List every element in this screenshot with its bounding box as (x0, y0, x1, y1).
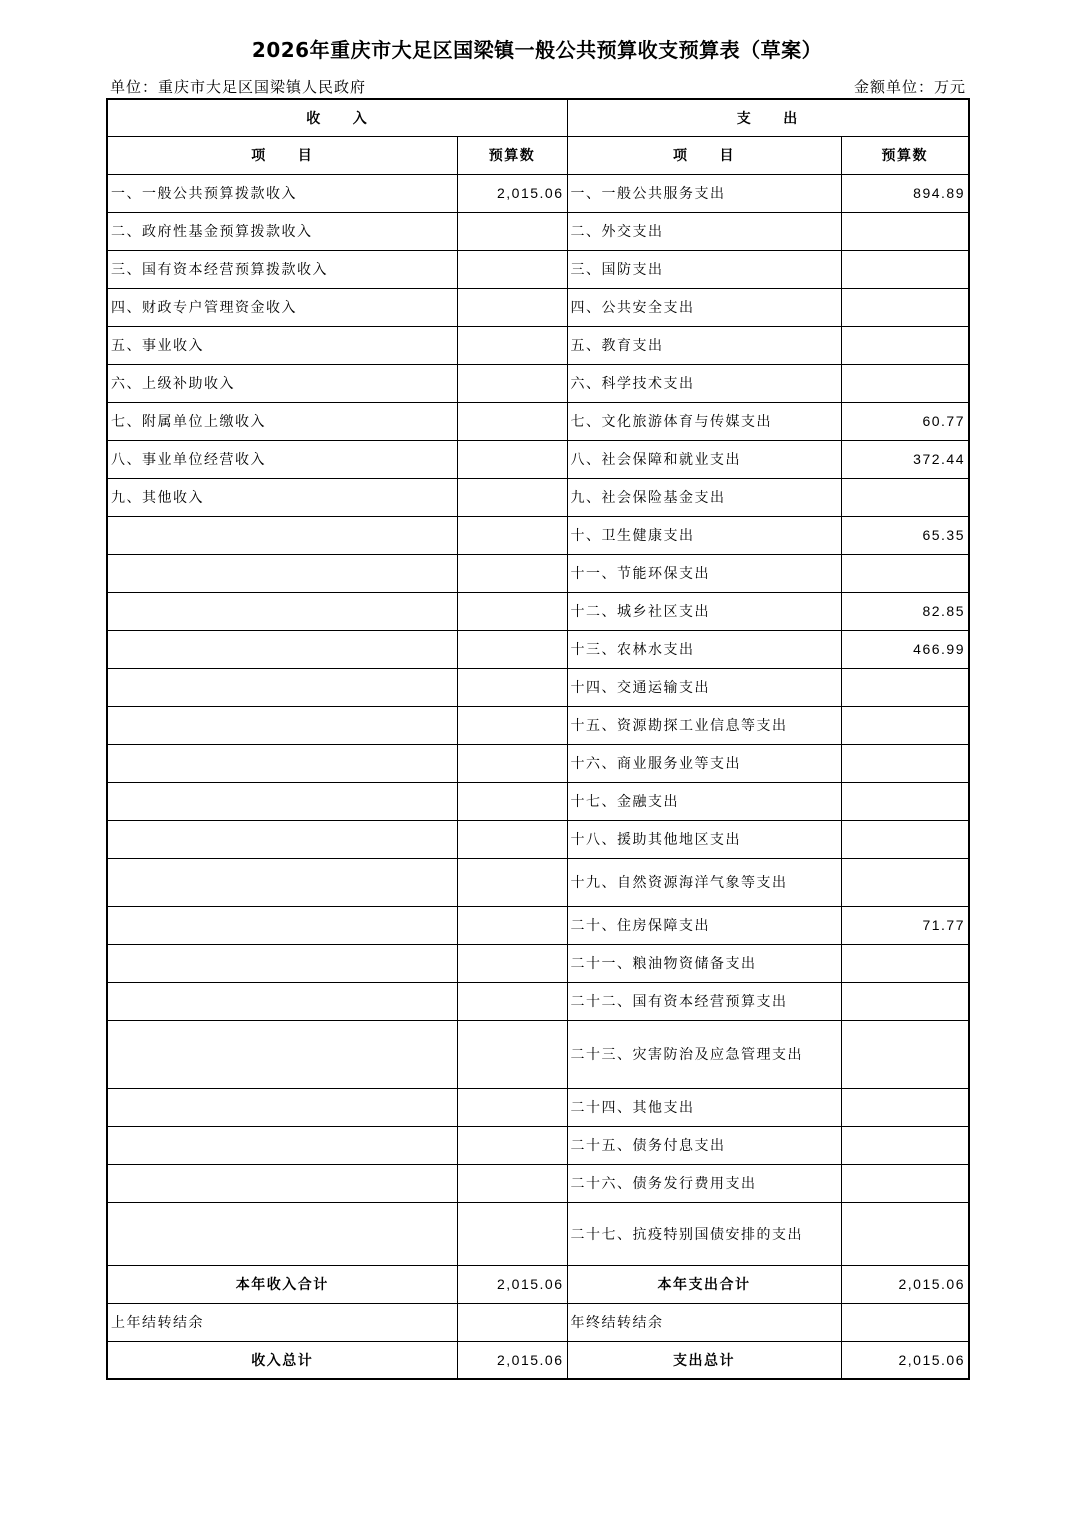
table-row (107, 1088, 969, 1126)
expense-value-cell (841, 1020, 969, 1088)
table-row (107, 592, 969, 630)
expense-item-cell: 二十二、国有资本经营预算支出 (567, 982, 841, 1020)
table-row (107, 630, 969, 668)
carryover-in-label: 上年结转结余 (107, 1303, 457, 1341)
table-row (107, 554, 969, 592)
expense-item-cell: 十六、商业服务业等支出 (567, 744, 841, 782)
income-value-cell (457, 288, 567, 326)
carryover-in-value (457, 1303, 567, 1341)
expense-item-cell: 四、公共安全支出 (567, 288, 841, 326)
income-section-header: 收 入 (107, 99, 567, 136)
income-value-cell (457, 592, 567, 630)
expense-budget-header: 预算数 (841, 136, 969, 174)
grand-expense-total-label: 支出总计 (567, 1341, 841, 1379)
year-expense-total-value: 2,015.06 (841, 1265, 969, 1303)
expense-value-cell (841, 820, 969, 858)
expense-item-cell: 十四、交通运输支出 (567, 668, 841, 706)
expense-item-cell: 十三、农林水支出 (567, 630, 841, 668)
income-item-cell: 八、事业单位经营收入 (107, 440, 457, 478)
table-row (107, 516, 969, 554)
income-item-cell (107, 1088, 457, 1126)
income-value-cell (457, 944, 567, 982)
expense-value-cell (841, 782, 969, 820)
page-title: 2026年重庆市大足区国梁镇一般公共预算收支预算表（草案） (251, 38, 823, 62)
expense-item-cell: 十七、金融支出 (567, 782, 841, 820)
income-value-cell (457, 212, 567, 250)
income-item-cell (107, 982, 457, 1020)
expense-value-cell (841, 1202, 969, 1265)
income-item-cell: 五、事业收入 (107, 326, 457, 364)
expense-value-cell (841, 668, 969, 706)
budget-table-body (107, 99, 969, 1379)
income-item-cell (107, 668, 457, 706)
expense-item-cell: 七、文化旅游体育与传媒支出 (567, 402, 841, 440)
table-row (107, 174, 969, 212)
expense-value-cell (841, 982, 969, 1020)
income-value-cell (457, 906, 567, 944)
expense-value-cell (841, 858, 969, 906)
amount-unit-label: 金额单位：万元 (853, 78, 966, 96)
year-total-row (107, 1265, 969, 1303)
income-value-cell (457, 516, 567, 554)
expense-value-cell (841, 744, 969, 782)
table-row (107, 250, 969, 288)
unit-label: 单位：重庆市大足区国梁镇人民政府 (110, 78, 367, 96)
expense-value-cell: 60.77 (841, 402, 969, 440)
table-row (107, 706, 969, 744)
table-row (107, 668, 969, 706)
expense-item-cell: 六、科学技术支出 (567, 364, 841, 402)
expense-value-cell (841, 364, 969, 402)
income-value-cell (457, 1164, 567, 1202)
expense-item-cell: 二十一、粮油物资储备支出 (567, 944, 841, 982)
expense-item-cell: 八、社会保障和就业支出 (567, 440, 841, 478)
table-row (107, 212, 969, 250)
income-value-cell (457, 478, 567, 516)
income-value-cell (457, 744, 567, 782)
income-item-cell: 四、财政专户管理资金收入 (107, 288, 457, 326)
income-item-cell (107, 630, 457, 668)
expense-value-cell (841, 250, 969, 288)
income-value-cell (457, 1126, 567, 1164)
income-item-cell (107, 516, 457, 554)
income-value-cell (457, 820, 567, 858)
income-item-cell (107, 782, 457, 820)
expense-value-cell: 372.44 (841, 440, 969, 478)
expense-section-header: 支 出 (567, 99, 969, 136)
expense-item-cell: 十一、节能环保支出 (567, 554, 841, 592)
table-row (107, 944, 969, 982)
expense-item-cell: 三、国防支出 (567, 250, 841, 288)
table-row (107, 906, 969, 944)
expense-item-cell: 二十、住房保障支出 (567, 906, 841, 944)
expense-item-cell: 二十七、抗疫特别国债安排的支出 (567, 1202, 841, 1265)
table-row (107, 1202, 969, 1265)
income-value-cell (457, 250, 567, 288)
income-value-cell (457, 706, 567, 744)
income-value-cell (457, 858, 567, 906)
grand-expense-total-value: 2,015.06 (841, 1341, 969, 1379)
grand-income-total-label: 收入总计 (107, 1341, 457, 1379)
table-row (107, 782, 969, 820)
expense-value-cell (841, 1164, 969, 1202)
income-value-cell: 2,015.06 (457, 174, 567, 212)
grand-income-total-value: 2,015.06 (457, 1341, 567, 1379)
table-row (107, 326, 969, 364)
income-value-cell (457, 402, 567, 440)
table-row (107, 820, 969, 858)
expense-item-cell: 二十四、其他支出 (567, 1088, 841, 1126)
income-item-cell (107, 944, 457, 982)
income-item-cell (107, 592, 457, 630)
carryover-out-value (841, 1303, 969, 1341)
income-item-cell (107, 858, 457, 906)
expense-value-cell: 82.85 (841, 592, 969, 630)
income-item-cell (107, 1126, 457, 1164)
expense-item-cell: 一、一般公共服务支出 (567, 174, 841, 212)
expense-item-cell: 十八、援助其他地区支出 (567, 820, 841, 858)
table-row (107, 440, 969, 478)
expense-item-cell: 二十六、债务发行费用支出 (567, 1164, 841, 1202)
income-item-cell: 二、政府性基金预算拨款收入 (107, 212, 457, 250)
expense-item-cell: 二、外交支出 (567, 212, 841, 250)
expense-value-cell (841, 554, 969, 592)
expense-item-cell: 十九、自然资源海洋气象等支出 (567, 858, 841, 906)
carryover-out-label: 年终结转结余 (567, 1303, 841, 1341)
expense-value-cell: 71.77 (841, 906, 969, 944)
income-value-cell (457, 364, 567, 402)
expense-value-cell (841, 212, 969, 250)
carryover-row (107, 1303, 969, 1341)
table-row (107, 982, 969, 1020)
year-income-total-value: 2,015.06 (457, 1265, 567, 1303)
income-value-cell (457, 782, 567, 820)
income-item-cell (107, 1020, 457, 1088)
expense-value-cell: 65.35 (841, 516, 969, 554)
income-item-cell: 六、上级补助收入 (107, 364, 457, 402)
table-row (107, 478, 969, 516)
income-value-cell (457, 554, 567, 592)
expense-value-cell (841, 478, 969, 516)
income-value-cell (457, 440, 567, 478)
income-item-cell (107, 554, 457, 592)
expense-item-header: 项 目 (567, 136, 841, 174)
income-value-cell (457, 630, 567, 668)
expense-item-cell: 十、卫生健康支出 (567, 516, 841, 554)
income-item-cell (107, 820, 457, 858)
expense-value-cell (841, 1126, 969, 1164)
expense-item-cell: 十五、资源勘探工业信息等支出 (567, 706, 841, 744)
income-value-cell (457, 1088, 567, 1126)
table-row (107, 858, 969, 906)
expense-value-cell (841, 944, 969, 982)
income-value-cell (457, 1202, 567, 1265)
table-row (107, 402, 969, 440)
expense-value-cell (841, 288, 969, 326)
income-item-cell: 三、国有资本经营预算拨款收入 (107, 250, 457, 288)
expense-item-cell: 二十三、灾害防治及应急管理支出 (567, 1020, 841, 1088)
budget-table (106, 98, 970, 1380)
income-item-cell (107, 1164, 457, 1202)
expense-item-cell: 五、教育支出 (567, 326, 841, 364)
table-row (107, 1126, 969, 1164)
expense-value-cell: 466.99 (841, 630, 969, 668)
expense-item-cell: 九、社会保险基金支出 (567, 478, 841, 516)
income-item-cell: 九、其他收入 (107, 478, 457, 516)
expense-value-cell (841, 326, 969, 364)
expense-value-cell: 894.89 (841, 174, 969, 212)
table-row (107, 364, 969, 402)
expense-value-cell (841, 1088, 969, 1126)
expense-value-cell (841, 706, 969, 744)
income-item-header: 项 目 (107, 136, 457, 174)
income-item-cell (107, 706, 457, 744)
table-row (107, 288, 969, 326)
income-value-cell (457, 326, 567, 364)
grand-total-row (107, 1341, 969, 1379)
income-value-cell (457, 1020, 567, 1088)
column-header-row (107, 136, 969, 174)
year-income-total-label: 本年收入合计 (107, 1265, 457, 1303)
income-value-cell (457, 982, 567, 1020)
expense-item-cell: 二十五、债务付息支出 (567, 1126, 841, 1164)
table-row (107, 1164, 969, 1202)
income-budget-header: 预算数 (457, 136, 567, 174)
income-item-cell: 七、附属单位上缴收入 (107, 402, 457, 440)
expense-item-cell: 十二、城乡社区支出 (567, 592, 841, 630)
table-row (107, 1020, 969, 1088)
income-item-cell (107, 1202, 457, 1265)
year-expense-total-label: 本年支出合计 (567, 1265, 841, 1303)
table-row (107, 744, 969, 782)
income-item-cell (107, 744, 457, 782)
income-item-cell: 一、一般公共预算拨款收入 (107, 174, 457, 212)
income-item-cell (107, 906, 457, 944)
income-value-cell (457, 668, 567, 706)
section-header-row (107, 99, 969, 136)
